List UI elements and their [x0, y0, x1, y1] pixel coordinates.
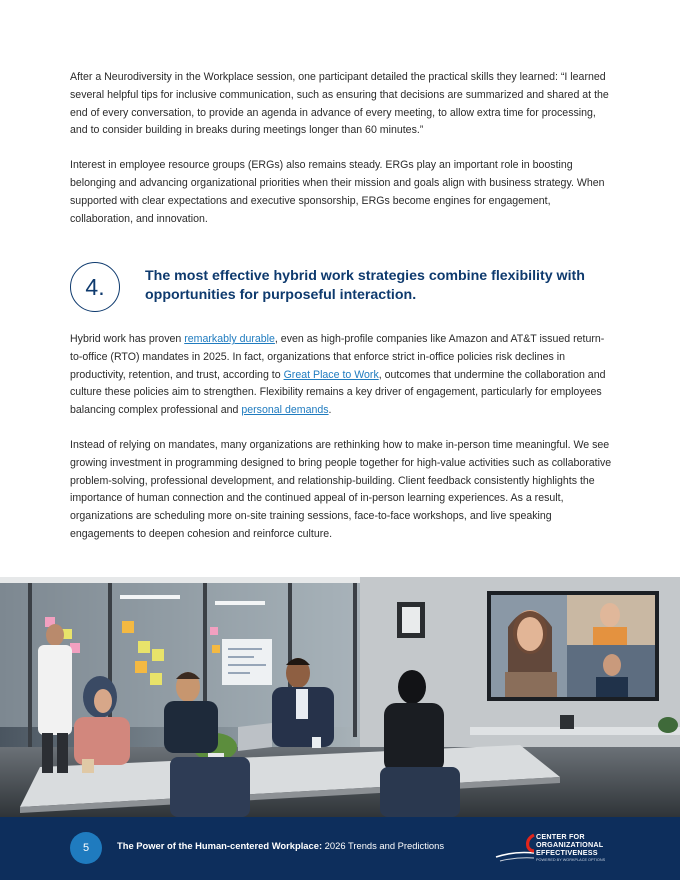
- text-segment: , even as high-profile companies like Amazon and AT&T issued return-to-office (RTO) mandates in 2025. In fact, organizations that enforce strict in-office policies risk declines in productivity, retention, and trust, according to: [70, 333, 605, 381]
- paragraph-in-person: Instead of relying on mandates, many organizations are rethinking how to make in-person time meaningful. We see growing investment in programming designed to bring people together for high-value activities such as collaborative problem-solving, professional development, and relationship-building. Client feedback consistently highlights the importance of human connection and the continued appeal of in-person learning experiences. As a result, organizations are scheduling more on-site training sessions, face-to-face workshops, and live speaking engagements to deepen cohesion and reinforce culture.: [70, 438, 612, 540]
- body-top: [70, 69, 612, 228]
- footer-title-bold: The Power of the Human-centered Workplace:: [117, 840, 323, 851]
- logo-line: EFFECTIVENESS: [536, 848, 598, 857]
- link-personal-demands[interactable]: personal demands: [241, 404, 329, 417]
- text-segment: .: [328, 404, 332, 417]
- footer-title-rest: 2026 Trends and Predictions: [322, 840, 445, 851]
- paragraph-hybrid-work: [70, 331, 612, 420]
- body-bottom: [70, 331, 612, 544]
- logo-swoosh-icon: [494, 831, 538, 867]
- section-heading: [70, 262, 630, 318]
- paragraph-neurodiversity: After a Neurodiversity in the Workplace session, one participant detailed the practical skills they learned: “I learned several helpful tips for inclusive communication, such as ensuring that decisions are summarized and shared at the end of every conversation, to provide an agenda in advance of every meeting, to allow extra time for processing, and to consider building in breaks during meetings longer than 60 minutes.”: [70, 71, 609, 137]
- footer-title: [117, 840, 444, 851]
- coe-logo: [494, 831, 624, 867]
- paragraph-ergs: Interest in employee resource groups (ERGs) also remains steady. ERGs play an important role in boosting belonging and advancing organizational priorities when their mission and goals align with business strategy. When supported with clear expectations and executive sponsorship, ERGs become engines for engagement, collaboration, and innovation.: [70, 159, 605, 225]
- link-great-place-to-work[interactable]: Great Place to Work: [283, 368, 379, 381]
- page-footer: [0, 817, 680, 880]
- logo-subtitle: POWERED BY WORKPLACE OPTIONS: [536, 858, 606, 862]
- section-number: 4.: [70, 262, 120, 312]
- office-meeting-photo: [0, 577, 680, 817]
- logo-line: ORGANIZATIONAL: [536, 840, 604, 849]
- link-remarkably-durable[interactable]: remarkably durable: [184, 333, 275, 345]
- logo-text: [536, 833, 603, 857]
- section-title: The most effective hybrid work strategies combine flexibility with opportunities for purposeful interaction.: [145, 268, 585, 303]
- text-segment: Hybrid work has proven: [70, 333, 185, 345]
- page-number: 5: [70, 832, 102, 864]
- text-segment: , outcomes that undermine the collaboration and culture these policies aim to strengthen. Flexibility remains a key driver of engagement, particularly for employees balancing complex professional and: [70, 368, 606, 417]
- logo-line: CENTER FOR: [536, 832, 585, 841]
